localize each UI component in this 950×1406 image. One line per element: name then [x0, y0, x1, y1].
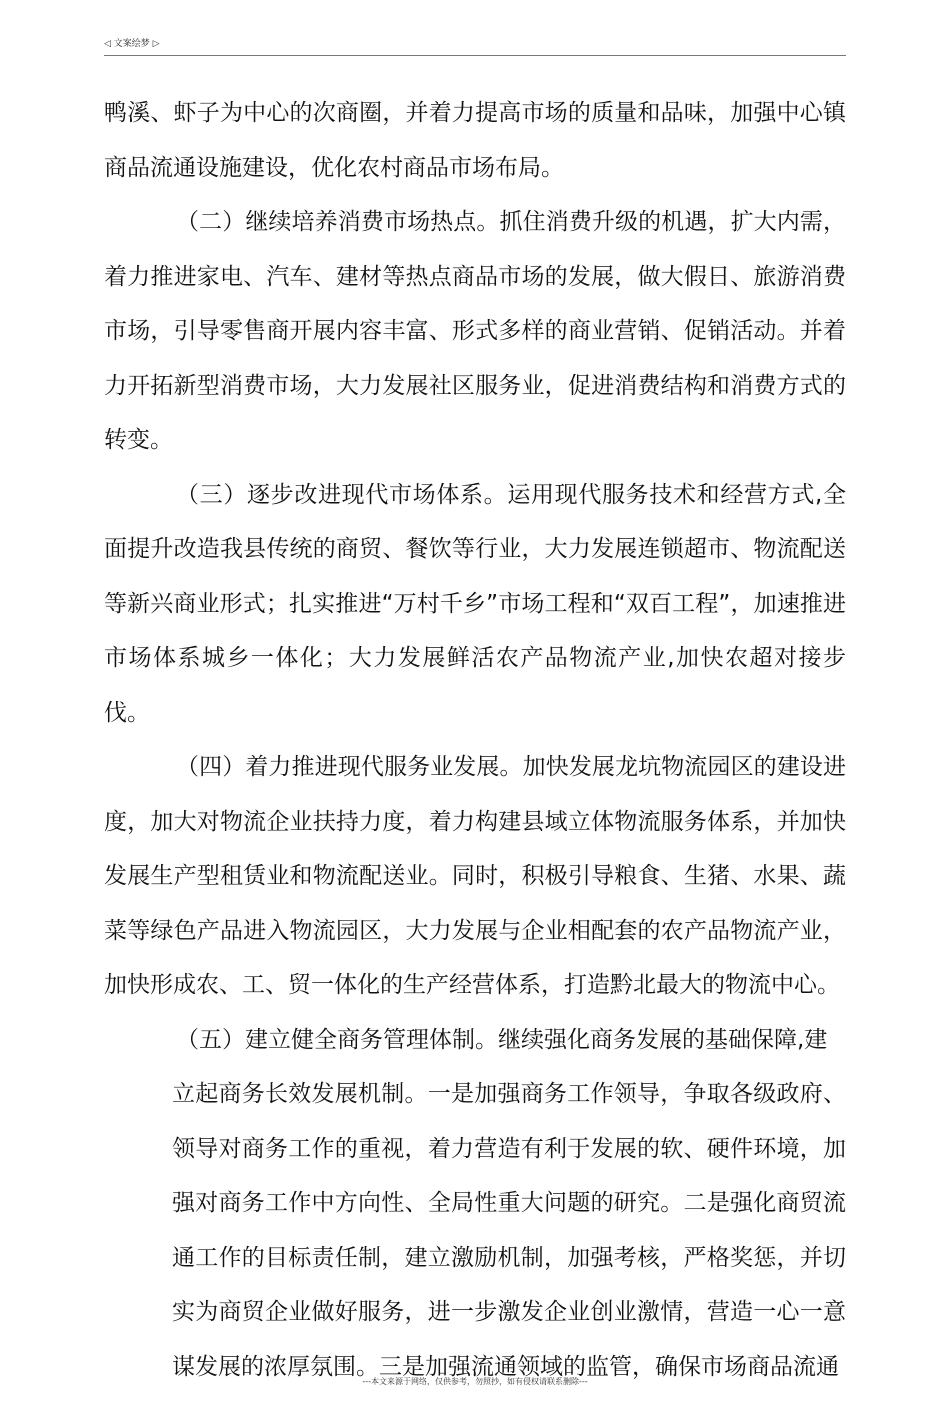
- paragraph-section-5-body: 立起商务长效发展机制。一是加强商务工作领导，争取各级政府、领导对商务工作的重视，着力营造有利于发展的软、硬件环境，加强对商务工作中方向性、全局性重大问题的研究。二是强化商贸流通工作的目标责任制，建立激励机制，加强考核，严格奖惩，并切实为商贸企业做好服务，进一步激发企业创业激情，营造一心一意谋发展的浓厚氛围。三是加强流通领域的监管，确保市场商品流通: [172, 1081, 846, 1380]
- paragraph-section-5-first-line: （五）建立健全商务管理体制。继续强化商务发展的基础保障,建: [176, 1026, 828, 1053]
- header-divider: [104, 55, 846, 56]
- paragraph-section-3: （三）逐步改进现代市场体系。运用现代服务技术和经营方式,全面提升改造我县传统的商贸、餐饮等行业，大力发展连锁超市、物流配送等新兴商业形式；扎实推进“万村千乡”市场工程和“双百工程”，加速推进市场体系城乡一体化；大力发展鲜活农产品物流产业,加快农超对接步伐。: [104, 481, 846, 726]
- page-footer: ---本文来源于网络，仅供参考，勿照抄，如有侵权请联系删除---: [362, 1377, 588, 1386]
- paragraph-continuation: 鸭溪、虾子为中心的次商圈，并着力提高市场的质量和品味，加强中心镇商品流通设施建设，优化农村商品市场布局。: [104, 100, 846, 181]
- document-body: [104, 86, 846, 1394]
- page-header: ◁ 文案绘梦 ▷: [104, 39, 160, 49]
- paragraph-section-4: （四）着力推进现代服务业发展。加快发展龙坑物流园区的建设进度，加大对物流企业扶持力度，着力构建县域立体物流服务体系，并加快发展生产型租赁业和物流配送业。同时，积极引导粮食、生猪、水果、蔬菜等绿色产品进入物流园区，大力发展与企业相配套的农产品物流产业，加快形成农、工、贸一体化的生产经营体系，打造黔北最大的物流中心。: [104, 754, 846, 998]
- paragraph-section-2: （二）继续培养消费市场热点。抓住消费升级的机遇，扩大内需，着力推进家电、汽车、建材等热点商品市场的发展，做大假日、旅游消费市场，引导零售商开展内容丰富、形式多样的商业营销、促销活动。并着力开拓新型消费市场，大力发展社区服务业，促进消费结构和消费方式的转变。: [104, 209, 846, 453]
- paragraph-section-5: [104, 1013, 846, 1395]
